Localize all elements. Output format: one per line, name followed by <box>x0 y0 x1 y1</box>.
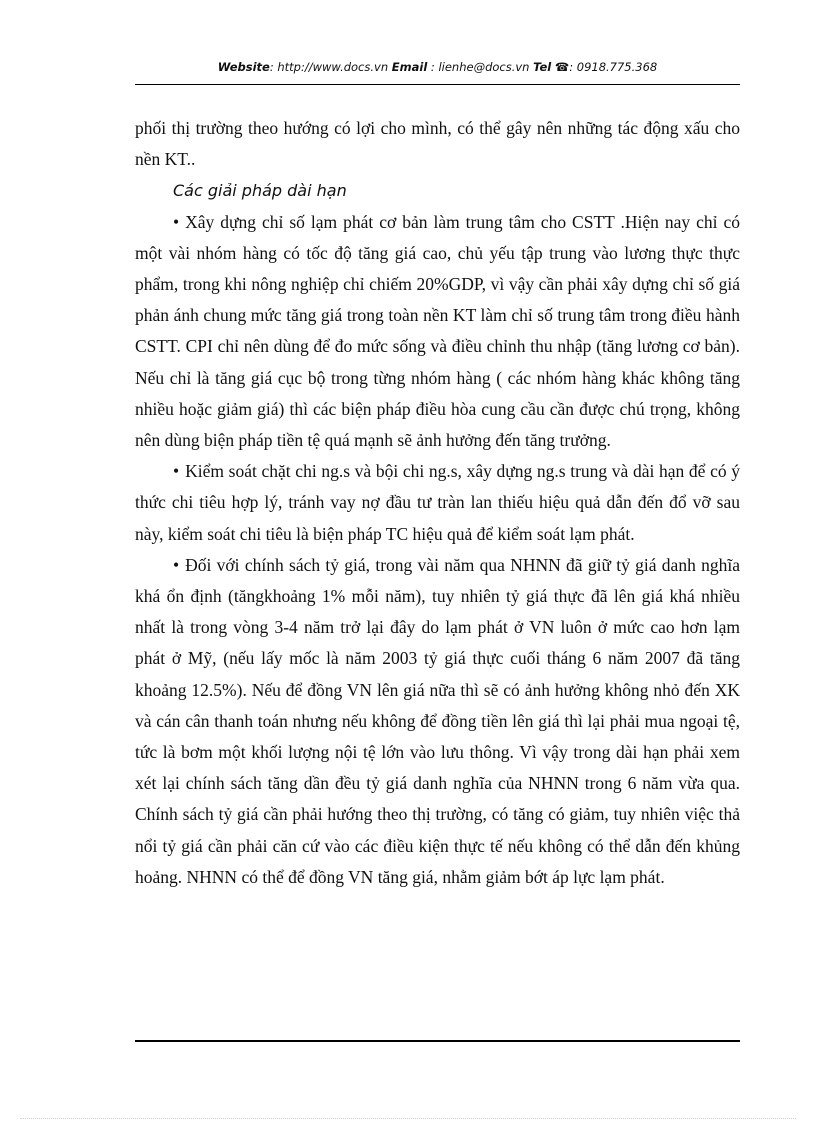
page-header <box>135 60 740 80</box>
bullet-icon: • <box>173 554 180 575</box>
tel-number: : 0918.775.368 <box>569 60 658 74</box>
bullet-paragraph-1 <box>135 207 740 457</box>
email-label: Email <box>391 60 428 74</box>
header-divider <box>135 84 740 85</box>
bullet-paragraph-3 <box>135 550 740 893</box>
page-bottom-border <box>20 1118 796 1119</box>
email-address[interactable]: : lienhe@docs.vn <box>427 60 534 74</box>
continuation-paragraph: phối thị trường theo hướng có lợi cho mình, có thể gây nên những tác động xấu cho nền KT.. <box>135 118 740 170</box>
bullet-paragraph-2 <box>135 456 740 550</box>
bullet-icon: • <box>173 461 180 482</box>
bullet-text-3: Đối với chính sách tỷ giá, trong vài năm qua NHNN đã giữ tỷ giá danh nghĩa khá ổn định (tăngkhoảng 1% mỗi năm), tuy nhiên tỷ giá thực đã lên giá khá nhiều nhất là trong vòng 3-4 năm trở lại đây do lạm phát ở VN luôn ở mức cao hơn lạm phát ở Mỹ, (nếu lấy mốc là năm 2003 tỷ giá thực cuối tháng 6 năm 2007 đã tăng khoảng 12.5%). Nếu để đồng VN lên giá nữa thì sẽ có ảnh hưởng không nhỏ đến XK và cán cân thanh toán nhưng nếu không để đồng tiền lên giá thì lại phải mua ngoại tệ, tức là bơm một khối lượng nội tệ lớn vào lưu thông. Vì vậy trong dài hạn phải xem xét lại chính sách tăng dần đều tỷ giá danh nghĩa của NHNN trong 6 năm vừa qua. Chính sách tỷ giá cần phải hướng theo thị trường, có tăng có giảm, tuy nhiên việc thả nổi tỷ giá cần phải căn cứ vào các điều kiện thực tế nếu không có thể dẫn đến khủng hoảng. NHNN có thể để đồng VN tăng giá, nhằm giảm bớt áp lực lạm phát. <box>135 554 740 887</box>
tel-label: Tel <box>533 60 552 74</box>
bullet-icon: • <box>173 211 180 232</box>
website-label: Website <box>217 60 270 74</box>
section-subheading: Các giải pháp dài hạn <box>173 181 347 201</box>
document-body <box>135 113 740 893</box>
website-url[interactable]: : http://www.docs.vn <box>269 60 392 74</box>
phone-icon: ☎ <box>554 60 570 74</box>
footer-divider <box>135 1040 740 1042</box>
bullet-text-2: Kiểm soát chặt chi ng.s và bội chi ng.s, xây dựng ng.s trung và dài hạn để có ý thức chi tiêu hợp lý, tránh vay nợ đầu tư tràn lan thiếu hiệu quả dẫn đến đổ vỡ sau này, kiểm soát chi tiêu là biện pháp TC hiệu quả để kiểm soát lạm phát. <box>135 461 740 544</box>
bullet-text-1: Xây dựng chỉ số lạm phát cơ bản làm trung tâm cho CSTT .Hiện nay chỉ có một vài nhóm hàng có tốc độ tăng giá cao, chủ yếu tập trung vào lương thực thực phẩm, trong khi nông nghiệp chỉ chiếm 20%GDP, vì vậy cần phải xây dựng chỉ số giá phản ánh chung mức tăng giá trong toàn nền KT làm chỉ số trung tâm trong điều hành CSTT. CPI chỉ nên dùng để đo mức sống và điều chỉnh thu nhập (tăng lương cơ bản). Nếu chỉ là tăng giá cục bộ trong từng nhóm hàng ( các nhóm hàng khác không tăng nhiều hoặc giảm giá) thì các biện pháp điều hòa cung cầu cần được chú trọng, không nên dùng biện pháp tiền tệ quá mạnh sẽ ảnh hưởng đến tăng trưởng. <box>135 211 740 451</box>
